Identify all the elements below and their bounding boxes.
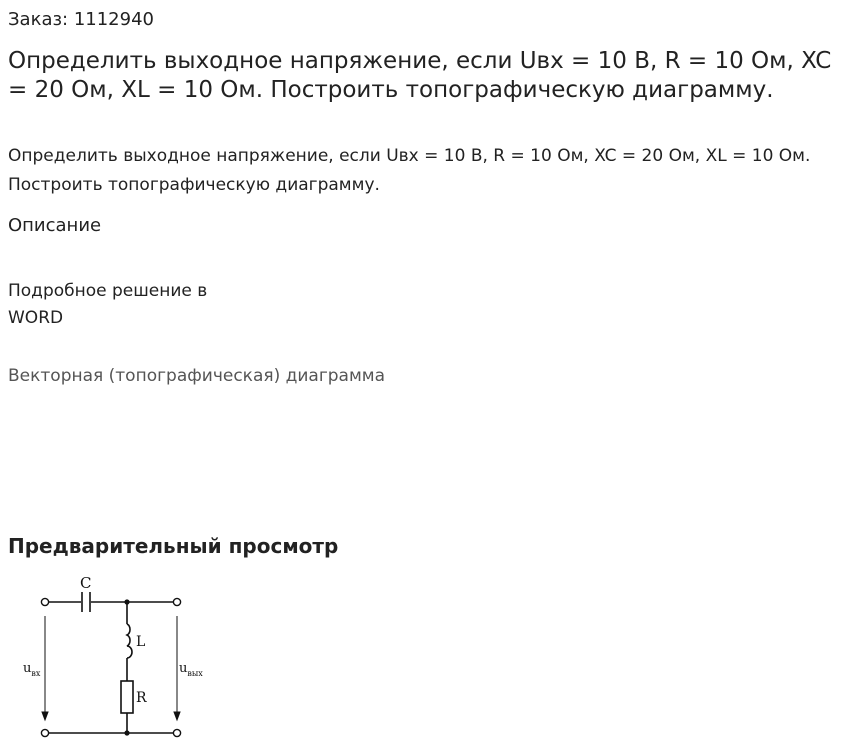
input-voltage-label: $u_{вх}$ — [23, 661, 41, 678]
description-heading: Описание — [8, 215, 102, 236]
solution-note: Подробное решение в WORD — [8, 281, 208, 328]
order-number: Заказ: 1112940 — [8, 9, 154, 30]
capacitor-symbol — [82, 592, 90, 612]
preview-heading: Предварительный просмотр — [8, 534, 339, 558]
circuit-wires — [49, 602, 173, 733]
terminals — [41, 598, 180, 736]
output-voltage-label: $u_{вых}$ — [179, 661, 203, 678]
capacitor-label: C — [80, 574, 92, 592]
inductor-symbol — [127, 624, 132, 658]
input-voltage-arrow — [42, 616, 48, 720]
junction-top — [124, 599, 129, 604]
inductor-label: L — [136, 634, 146, 650]
resistor-symbol — [121, 681, 133, 713]
circuit-diagram — [18, 572, 218, 744]
task-title: Определить выходное напряжение, если Uвх = 10 В, R = 10 Ом, XC = 20 Ом, XL = 10 Ом. Построить топографическую диаграмму. — [8, 48, 832, 103]
resistor-label: R — [136, 690, 147, 706]
junction-bottom — [124, 730, 129, 735]
task-description: Определить выходное напряжение, если Uвх = 10 В, R = 10 Ом, XC = 20 Ом, XL = 10 Ом. Построить топографическую диаграмму. — [8, 146, 811, 195]
diagram-note: Векторная (топографическая) диаграмма — [8, 366, 386, 386]
